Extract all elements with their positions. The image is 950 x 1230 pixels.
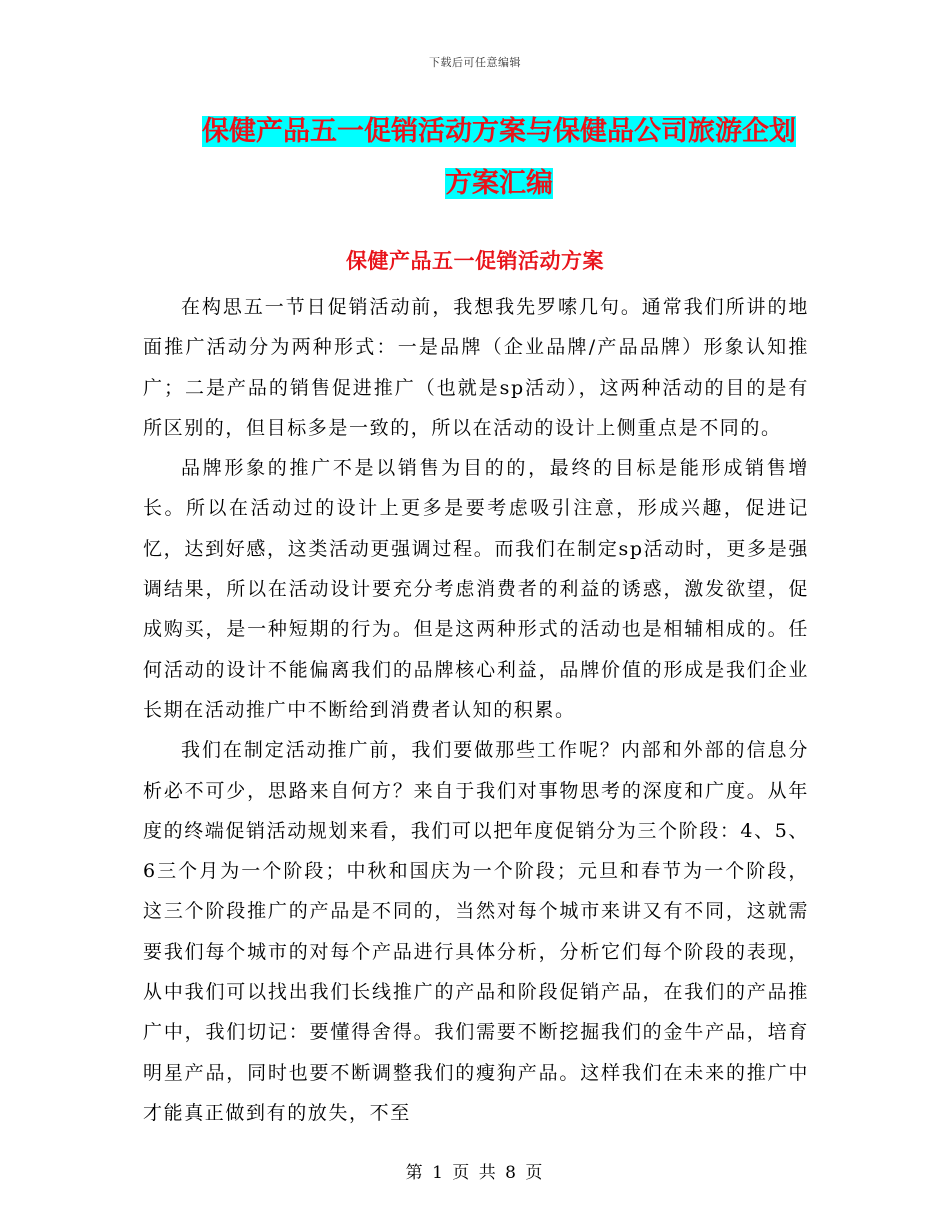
document-title-text: 保健产品五一促销活动方案与保健品公司旅游企划方案汇编	[202, 116, 796, 199]
page-number: 第 1 页 共 8 页	[405, 1163, 545, 1183]
header-note: 下载后可任意编辑	[429, 56, 521, 69]
section-title: 保健产品五一促销活动方案	[346, 248, 604, 273]
document-title	[194, 106, 804, 210]
paragraph: 我们在制定活动推广前，我们要做那些工作呢？内部和外部的信息分析必不可少，思路来自何方？来自于我们对事物思考的深度和广度。从年度的终端促销活动规划来看，我们可以把年度促销分为三个阶段：4、5、6三个月为一个阶段；中秋和国庆为一个阶段；元旦和春节为一个阶段，这三个阶段推广的产品是不同的，当然对每个城市来讲又有不同，这就需要我们每个城市的对每个产品进行具体分析，分析它们每个阶段的表现，从中我们可以找出我们长线推广的产品和阶段促销产品，在我们的产品推广中，我们切记：要懂得舍得。我们需要不断挖掘我们的金牛产品，培育明星产品，同时也要不断调整我们的瘦狗产品。这样我们在未来的推广中才能真正做到有的放失，不至	[143, 739, 809, 1124]
paragraph: 品牌形象的推广不是以销售为目的的，最终的目标是能形成销售增长。所以在活动过的设计上更多是要考虑吸引注意，形成兴趣，促进记忆，达到好感，这类活动更强调过程。而我们在制定sp活动时，更多是强调结果，所以在活动设计要充分考虑消费者的利益的诱惑，激发欲望，促成购买，是一种短期的行为。但是这两种形式的活动也是相辅相成的。任何活动的设计不能偏离我们的品牌核心利益，品牌价值的形成是我们企业长期在活动推广中不断给到消费者认知的积累。	[143, 457, 809, 721]
document-body	[143, 287, 809, 1133]
paragraph: 在构思五一节日促销活动前，我想我先罗嗦几句。通常我们所讲的地面推广活动分为两种形式：一是品牌（企业品牌/产品品牌）形象认知推广；二是产品的销售促进推广（也就是sp活动），这两种活动的目的是有所区别的，但目标多是一致的，所以在活动的设计上侧重点是不同的。	[143, 296, 809, 439]
